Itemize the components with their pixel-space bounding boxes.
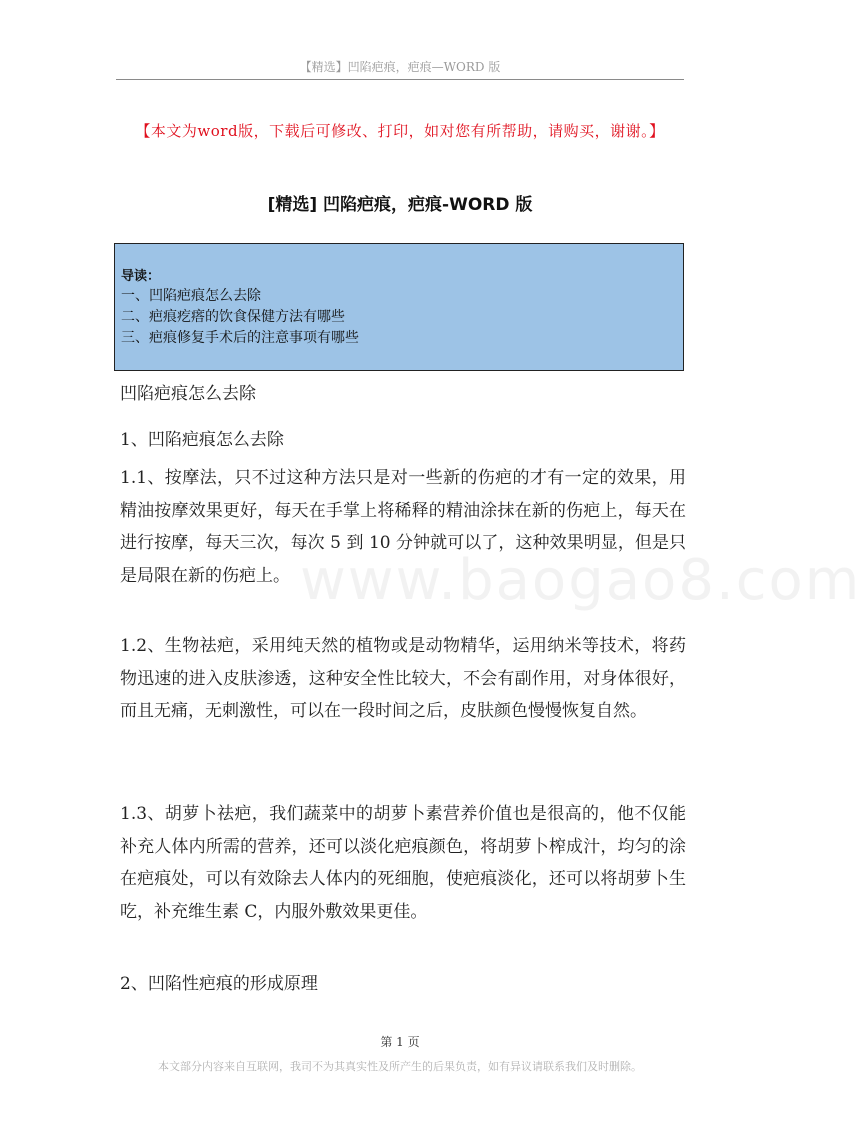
heading-2: 2、凹陷性疤痕的形成原理	[120, 974, 318, 994]
page-header: 【精选】凹陷疤痕，疤痕—WORD 版	[299, 60, 501, 74]
heading-1: 1、凹陷疤痕怎么去除	[120, 430, 284, 450]
page-footer: 本文部分内容来自互联网，我司不为其真实性及所产生的后果负责，如有异议请联系我们及时删除。	[158, 1060, 642, 1073]
section-title: 凹陷疤痕怎么去除	[120, 384, 256, 404]
guide-label: 导读：	[121, 269, 161, 284]
document-title: [精选] 凹陷疤痕，疤痕-WORD 版	[267, 195, 533, 215]
download-notice: 【本文为word版，下载后可修改、打印，如对您有所帮助，请购买，谢谢。】	[135, 122, 665, 140]
guide-item: 一、凹陷疤痕怎么去除	[121, 288, 261, 304]
watermark: www.baogao8.com	[300, 548, 861, 613]
paragraph-1-1: 1.1、按摩法，只不过这种方法只是对一些新的伤疤的才有一定的效果，用精油按摩效果更好，每天在手掌上将稀释的精油涂抹在新的伤疤上，每天在进行按摩，每天三次，每次 5 到 10 分钟就可以了，这种效果明显，但是只是局限在新的伤疤上。	[120, 468, 686, 586]
guide-box	[114, 243, 684, 371]
header-divider	[116, 79, 684, 80]
guide-item: 三、疤痕修复手术后的注意事项有哪些	[121, 330, 359, 346]
paragraph-1-2: 1.2、生物祛疤，采用纯天然的植物或是动物精华，运用纳米等技术，将药物迅速的进入皮肤渗透，这种安全性比较大，不会有副作用，对身体很好，而且无痛，无刺激性，可以在一段时间之后，皮肤颜色慢慢恢复自然。	[120, 636, 686, 721]
page-number: 第 1 页	[380, 1035, 420, 1049]
paragraph-1-3: 1.3、胡萝卜祛疤，我们蔬菜中的胡萝卜素营养价值也是很高的，他不仅能补充人体内所需的营养，还可以淡化疤痕颜色，将胡萝卜榨成汁，均匀的涂在疤痕处，可以有效除去人体内的死细胞，使疤痕淡化，还可以将胡萝卜生吃，补充维生素 C，内服外敷效果更佳。	[120, 804, 686, 922]
guide-item: 二、疤痕疙瘩的饮食保健方法有哪些	[121, 309, 345, 325]
